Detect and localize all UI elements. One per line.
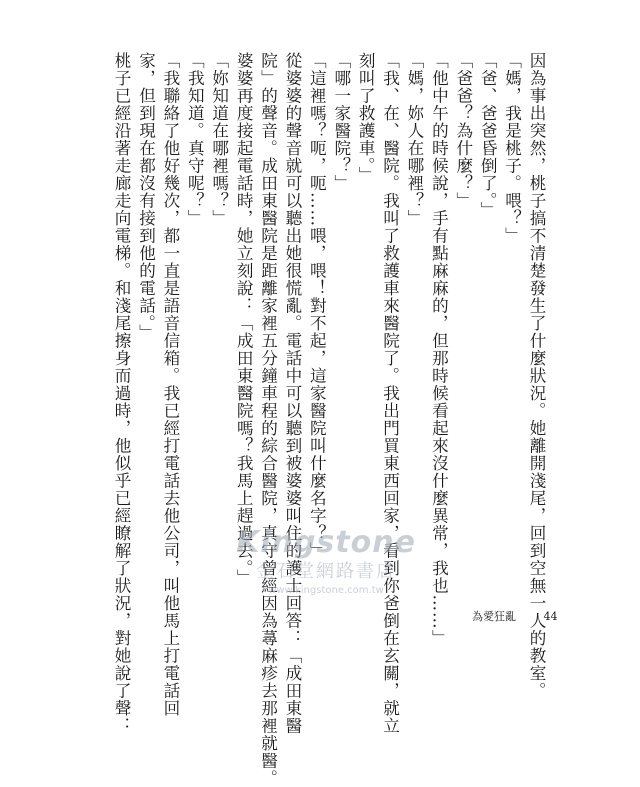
text-line: 家，但到現在都沒有接到他的電話。」 [136,52,156,342]
text-line: 「我、在、醫院。我叫了救護車來醫院了。我出門買東西回家，看到你爸倒在玄關，就立 [380,52,400,735]
text-line: 刻叫了救護車。」 [356,52,376,184]
page-number: 44 [543,610,558,623]
text-line: 「他中午的時候說，手有點麻麻的，但那時候看起來沒什麼異常，我也……」 [429,52,449,647]
watermark-url: www.kingstone.com.tw [268,585,384,596]
text-line: 院」的聲音。成田東醫院是距離家裡五分鐘車程的綜合醫院，真守曾經因為蕁麻疹去那裡就醫。 [258,52,278,787]
text-line: 因為事出突然，桃子搞不清楚發生了什麼狀況。她離開淺尾，回到空無一人的教室。 [527,52,546,700]
text-line: 「媽，妳人在哪裡？」 [404,52,424,227]
text-line: 「哪一家醫院？」 [331,52,351,192]
watermark-brand: Kingstone [236,525,416,560]
text-line: 桃子已經沿著走廊走向電梯。和淺尾擦身而過時，他似乎已經瞭解了狀況，對她說了聲： [112,52,132,735]
text-line: 「爸、爸爸昏倒了。」 [478,52,498,219]
text-line: 「我知道。真守呢？」 [185,52,205,227]
running-title: 為愛狂亂 [472,610,516,623]
text-line: 「爸爸？為什麼？」 [453,52,473,210]
page-footer [472,608,558,624]
text-line: 「我聯絡了他好幾次，都一直是語音信箱。我已經打電話去他公司，叫他馬上打電話回 [160,52,180,717]
text-line: 「媽，我是桃子。喂？」 [502,52,522,245]
text-line: 「妳知道在哪裡嗎？」 [209,52,229,227]
text-line: 從婆婆的聲音就可以聽出她很慌亂。電話中可以聽到被婆婆叫住的護士回答：「成田東醫 [282,52,302,735]
text-line: 「這裡嗎？呃，呃……喂，喂！對不起，這家醫院叫什麼名字？」 [307,52,327,560]
text-line: 婆婆再度接起電話時，她立刻說：「成田東醫院嗎？我馬上趕過去。」 [234,52,254,587]
watermark-subtitle: 金石堂網路書店 [256,561,396,582]
